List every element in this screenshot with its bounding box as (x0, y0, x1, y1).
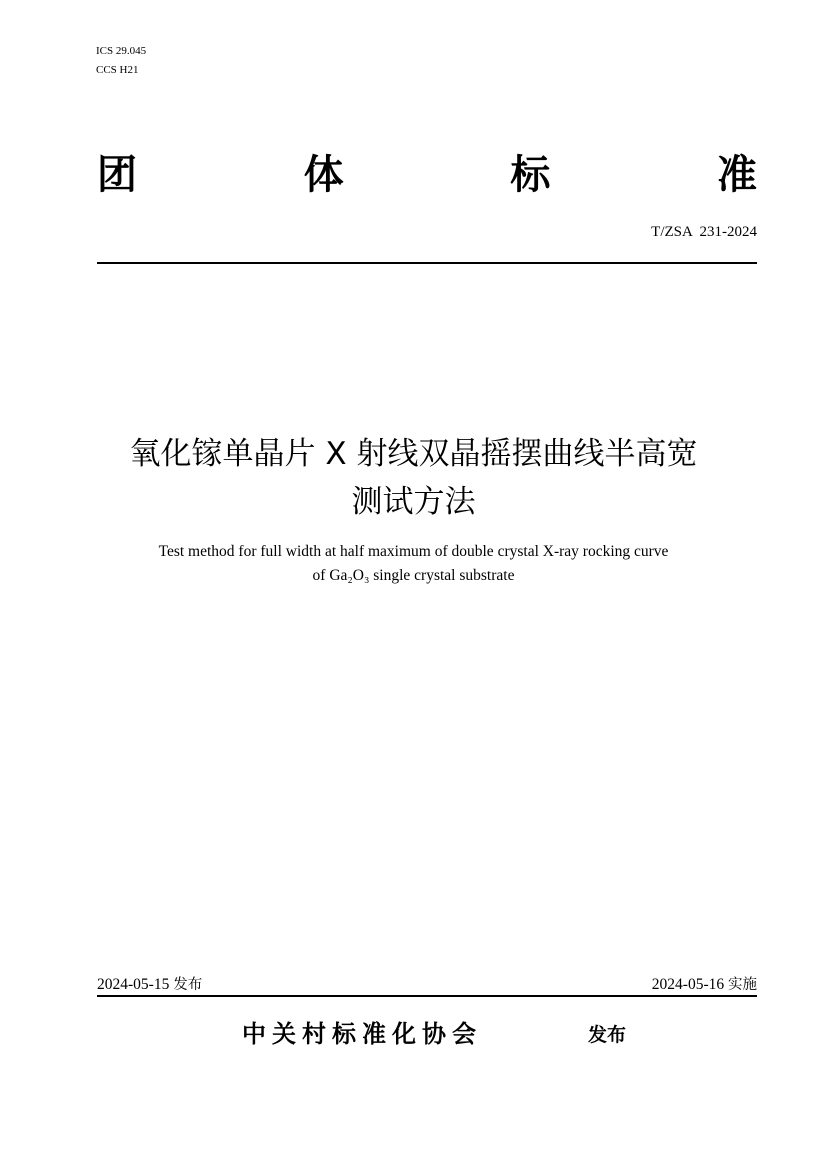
bottom-divider (97, 995, 757, 997)
english-title-line-1: Test method for full width at half maximum of double crystal X-ray rocking curve (158, 543, 669, 560)
issue-date-block (97, 973, 202, 994)
standard-number: T/ZSA 231-2024 (651, 224, 757, 240)
implement-date-block (652, 973, 757, 994)
classification-codes (96, 42, 146, 80)
english-title (70, 540, 757, 588)
ics-code: ICS 29.045 (96, 45, 147, 57)
standard-type-char-3: 标 (510, 151, 551, 198)
english-title-line-2: of Ga₂O₃ single crystal substrate (312, 567, 515, 584)
chinese-title (70, 430, 757, 526)
ccs-code: CCS H21 (96, 64, 139, 76)
standard-type-char-1: 团 (97, 151, 137, 198)
implement-date-label: 实施 (728, 977, 757, 993)
date-row (97, 973, 757, 994)
publisher-name: 中关村标准化协会 (242, 1020, 482, 1048)
chinese-title-line-2: 测试方法 (351, 484, 476, 520)
chinese-title-line-1: 氧化镓单晶片 X 射线双晶摇摆曲线半高宽 (129, 436, 698, 472)
issue-date: 2024-05-15 (97, 976, 170, 993)
publisher-issue-label: 发布 (588, 1024, 627, 1046)
implement-date: 2024-05-16 (651, 976, 725, 993)
standard-type-heading (97, 146, 757, 196)
standard-type-char-4: 准 (716, 151, 757, 198)
issue-date-label: 发布 (173, 977, 203, 993)
top-divider (97, 262, 757, 264)
standard-type-char-2: 体 (303, 151, 344, 198)
